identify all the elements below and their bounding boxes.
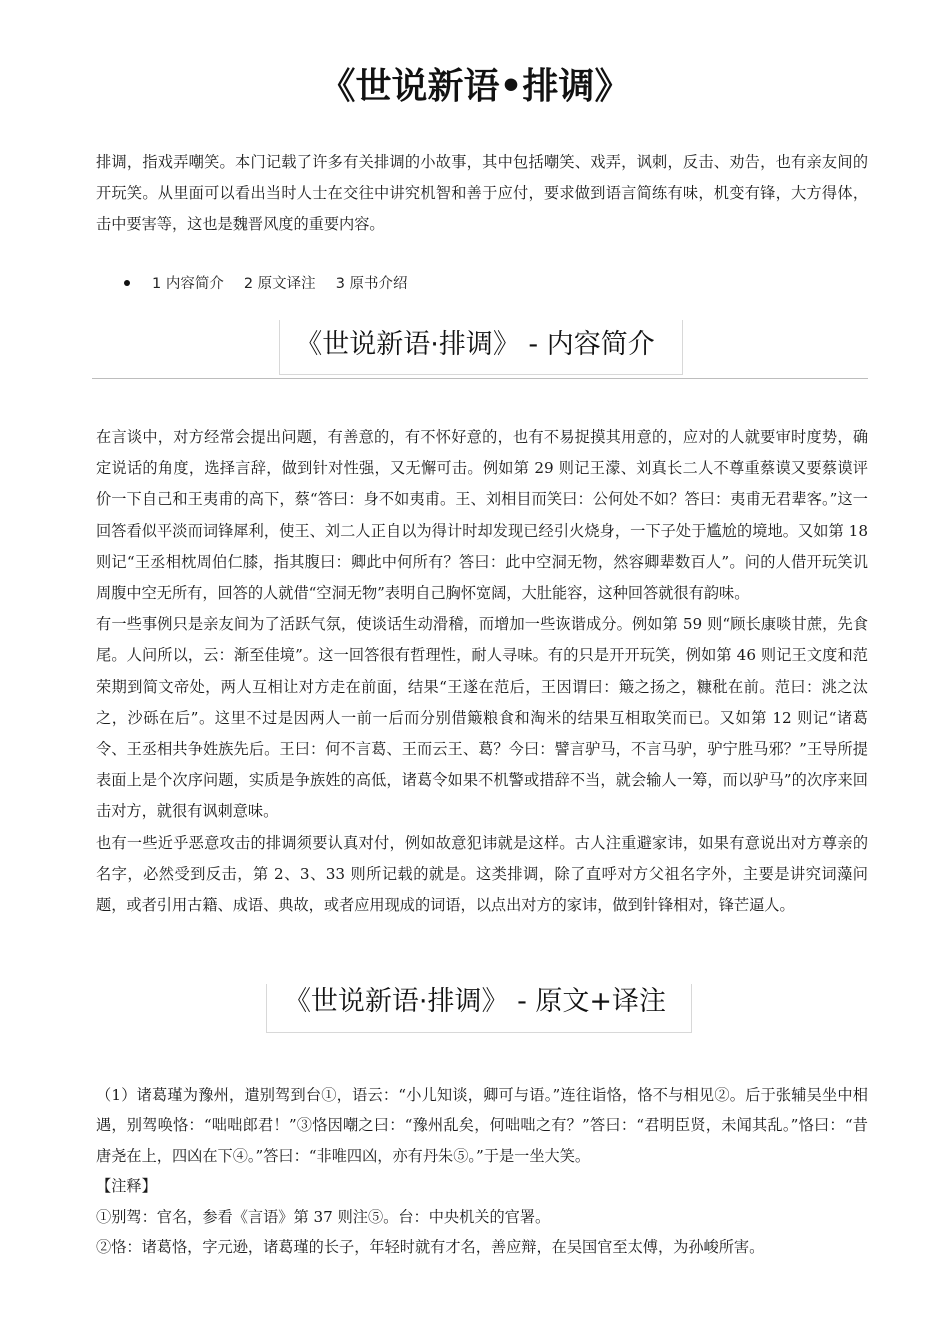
section-heading-translation: 《世说新语·排调》 - 原文+译注 [283, 986, 667, 1017]
note-item: ②恪：诸葛恪，字元逊，诸葛瑾的长子，年轻时就有才名，善应辩，在吴国官至太傅，为孙峻所害。 [96, 1238, 765, 1257]
summary-paragraph: 也有一些近乎恶意攻击的排调须要认真对付，例如故意犯讳就是这样。古人注重避家讳，如果有意说出对方尊亲的名字，必然受到反击，第 2、3、33 则所记载的就是。这类排调，除了直呼对方父祖名字外，主要是讲究词藻问题，或者引用古籍、成语、典故，或者应用现成的词语，以点出对方的家讳，做到针锋相对，锋芒逼人。 [96, 833, 868, 915]
original-text-paragraph: （1）诸葛瑾为豫州，遣别驾到台①，语云：“小儿知谈，卿可与语。”连往诣恪，恪不与相见②。后于张辅吴坐中相遇，别驾唤恪：“咄咄郎君！”③恪因嘲之曰：“豫州乱矣，何咄咄之有？”答曰：“君明臣贤，未闻其乱。”恪曰：“昔唐尧在上，四凶在下④。”答曰：“非唯四凶，亦有丹朱⑤。”于是一坐大笑。 [96, 1086, 868, 1165]
translation-body [96, 1080, 868, 1262]
summary-paragraph: 在言谈中，对方经常会提出问题，有善意的，有不怀好意的，也有不易捉摸其用意的，应对的人就要审时度势，确定说话的角度，选择言辞，做到针对性强，又无懈可击。例如第 29 则记王濛、刘真长二人不尊重蔡谟又要蔡谟评价一下自己和王夷甫的高下，蔡“答曰：身不如夷甫。王、刘相目而笑曰：公何处不如？答曰：夷甫无君辈客。”这一回答看似平淡而词锋犀利，使王、刘二人正自以为得计时却发现已经引火烧身，一下子处于尴尬的境地。又如第 18 则记“王丞相枕周伯仁膝，指其腹曰：卿此中何所有？答曰：此中空洞无物，然容卿辈数百人”。问的人借开玩笑讥周腹中空无所有，回答的人就借“空洞无物”表明自己胸怀宽阔，大肚能容，这种回答就很有韵味。 [96, 428, 868, 603]
note-item: ①别驾：官名，参看《言语》第 37 则注⑤。台：中央机关的官署。 [96, 1207, 551, 1226]
table-of-contents [124, 272, 428, 293]
toc-link-book[interactable]: 3 原书介绍 [335, 276, 408, 292]
toc-list-item [124, 272, 428, 293]
page-title: 《世说新语•排调》 [319, 66, 631, 107]
intro-paragraph: 排调，指戏弄嘲笑。本门记载了许多有关排调的小故事，其中包括嘲笑、戏弄，讽刺，反击、劝告，也有亲友间的开玩笑。从里面可以看出当时人士在交往中讲究机智和善于应付，要求做到语言简练有味，机变有锋，大方得体，击中要害等，这也是魏晋风度的重要内容。 [96, 153, 868, 233]
summary-body [96, 422, 868, 921]
section-heading-summary: 《世说新语·排调》 - 内容简介 [295, 329, 655, 360]
bullet-icon [124, 280, 130, 286]
toc-link-intro[interactable]: 1 内容简介 [152, 276, 224, 292]
toc-link-translation[interactable]: 2 原文译注 [243, 276, 316, 292]
notes-heading: 【注释】 [96, 1177, 157, 1196]
summary-paragraph: 有一些事例只是亲友间为了活跃气氛，使谈话生动滑稽，而增加一些诙谐成分。例如第 59 则“顾长康啖甘蔗，先食尾。人问所以，云：渐至佳境”。这一回答很有哲理性，耐人寻味。有的只是开开玩笑，例如第 46 则记王文度和范荣期到简文帝处，两人互相让对方走在前面，结果“王遂在范后，王因谓曰：簸之扬之，糠秕在前。范曰：洮之汰之，沙砾在后”。这里不过是因两人一前一后而分别借簸粮食和淘米的结果互相取笑而已。又如第 12 则记“诸葛令、王丞相共争姓族先后。王曰：何不言葛、王而云王、葛？今曰：譬言驴马，不言马驴，驴宁胜马邪？”王导所提表面上是个次序问题，实质是争族姓的高低，诸葛令如果不机警或措辞不当，就会输人一筹，而以驴马”的次序来回击对方，就很有讽刺意味。 [96, 615, 868, 821]
section-divider [92, 378, 868, 379]
